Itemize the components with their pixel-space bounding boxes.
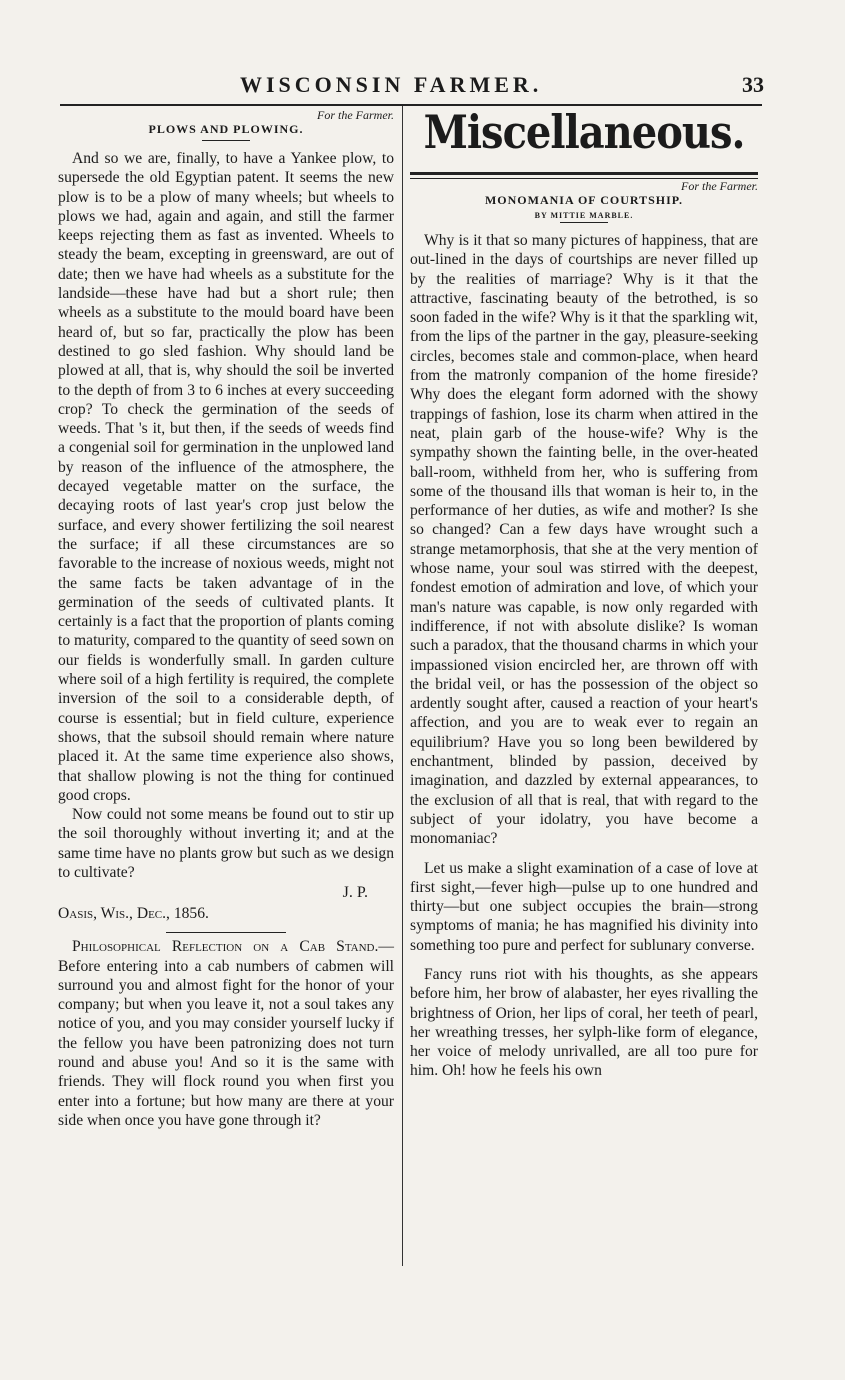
second-article-text: —Before entering into a cab numbers of cabmen will surround you and almost fight for the honor of your company; but when you leave it, not a soul takes any notice of you, and you may consider yourself lucky if the fellow you have been patronizing does not turn round and abuse you! And so it is the same with friends. They will flock round you when first you enter into a fortune; but how many are there at your side when once you have gone through it? <box>58 938 394 1129</box>
section-separator <box>166 932 286 933</box>
section-heading: Miscellaneous. <box>423 105 745 160</box>
second-article <box>58 937 394 1130</box>
article-paragraph: Why is it that so many pictures of happiness, that are out-lined in the days of courtships are never filled up by the realities of marriage? Why is it that the attractive, fascinating beauty of the betrothed, is so soon faded in the wife? Why is it that the sparkling wit, from the lips of the partner in the gay, pleasure-seeking circles, becomes stale and common-place, when heard from the matronly companion of the home fireside? Why does the elegant form adorned with the showy trappings of fashion, lose its charm when attired in the neat, plain garb of the house-wife? Why is the sympathy shown the fainting belle, in the over-heated ball-room, withheld from her, who is suffering from some of the thousand ills that woman is heir to, in the performance of her duties, as wife and mother? Is she so changed? Can a few days have wrought such a strange metamorphosis, that she at the very mention of whose name, your soul was stirred with the deepest, fondest emotion of admiration and love, of which your man's nature was capable, is now only regarded with indifference, if not with absolute dislike? Is woman such a paradox, that the thousand charms in which your impassioned vision encircled her, are thrown off with the bridal veil, or has the possession of the object so ardently sought after, caused a reaction of your heart's affection, and you are to weak ever to regain an equilibrium? Have you so long been bewildered by enchantment, blinded by passion, deceived by imagination, and dazzled by external appearances, to the exclusion of all that is real, that with regard to the subject of your idolatry, you have become a monomaniac? <box>410 232 758 848</box>
article-title: MONOMANIA OF COURTSHIP. <box>484 193 684 207</box>
running-head <box>60 72 764 102</box>
author-initials: J. P. <box>342 884 368 902</box>
title-rule <box>560 222 608 223</box>
article-credit: For the Farmer. <box>317 108 394 122</box>
article-paragraph: And so we are, finally, to have a Yankee plow, to supersede the old Egyptian patent. It seems the new plow is to be a plow of many wheels; but wheels to plows we had, again and again, and still the farmer keeps rejecting them as fast as invented. Wheels to steady the beam, excepting in greensward, are out of date; then we have had wheels as a substitute for the landside—these have had but a short rule; then wheels as a substitute to the mould board have been heard of, but so far, practically the plow has been destined to go sled fashion. Why should land be plowed at all, that is, why should the soil be inverted to the depth of from 3 to 6 inches at every succeeding crop? To check the germination of the seeds of weeds. That 's it, but then, if the seeds of weeds find a congenial soil for germination in the unplowed land by reason of the influence of the atmosphere, the decayed vegetable matter on the surface, the decaying roots of last year's crop just below the surface, and every shower fertilizing the soil nearest the surface; if all these circumstances are so favorable to the increase of noxious weeds, might not the same facts be taken advantage of in the germination of the seeds of cultivated plants. It certainly is a fact that the proportion of plants coming to maturity, compared to the quantity of seed sown on our fields is wonderfully small. In garden culture where soil of a high fertility is required, the complete inversion of the soil to a considerable depth, of course is essential; but in field culture, experience shows, that the subsoil should remain where nature placed it. At the same time experience also shows, that shallow plowing is not the thing for continued good crops. <box>58 150 394 804</box>
signature-line <box>58 884 394 902</box>
right-column <box>410 105 758 1081</box>
article-paragraph: Now could not some means be found out to stir up the soil thoroughly without inverting it; and at the same time have no plants grow but such as we design to cultivate? <box>58 806 394 881</box>
column-divider <box>402 106 403 1266</box>
title-rule <box>202 140 250 141</box>
second-article-lead: Philosophical Reflection on a Cab Stand. <box>72 938 379 956</box>
page-number: 33 <box>742 72 764 97</box>
left-column <box>58 108 394 1130</box>
article-byline: BY MITTIE MARBLE. <box>534 211 634 220</box>
dateline: Oasis, Wis., Dec., 1856. <box>58 905 209 923</box>
article-title: PLOWS AND PLOWING. <box>148 122 304 136</box>
section-double-rule <box>410 172 758 179</box>
article-credit: For the Farmer. <box>681 179 758 193</box>
masthead-title: WISCONSIN FARMER. <box>240 72 543 97</box>
article-paragraph: Fancy runs riot with his thoughts, as she appears before him, her brow of alabaster, her eyes rivalling the brightness of Orion, her lips of coral, her teeth of pearl, her wreathing tresses, her sylph-like form of elegance, her voice of melody unrivalled, are all too pure for him. Oh! how he feels his own <box>410 965 758 1080</box>
article-paragraph: Let us make a slight examination of a case of love at first sight,—fever high—pulse up to one hundred and thirty—but one subject occupies the brain—strong symptoms of mania; he has magnified his divinity into something too pure and perfect for sublunary converse. <box>410 859 758 954</box>
